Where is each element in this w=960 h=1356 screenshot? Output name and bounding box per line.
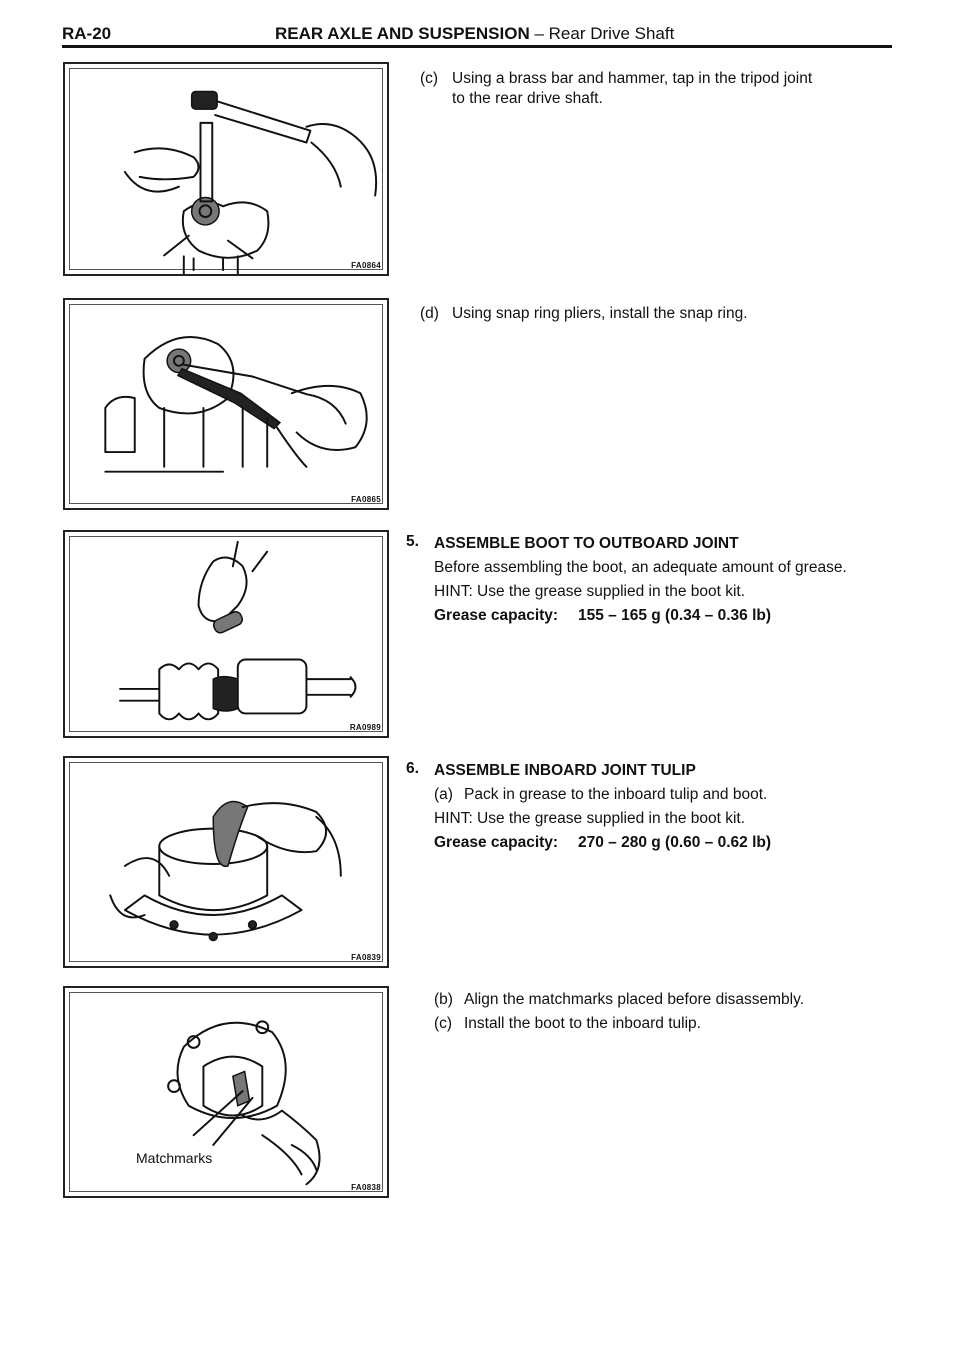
section-title: REAR AXLE AND SUSPENSION (275, 24, 530, 43)
step-d-marker: (d) (420, 305, 439, 322)
step-5-text: Before assembling the boot, an adequate amount of grease. (434, 559, 847, 576)
step-b-marker: (b) (434, 991, 453, 1008)
step-5-hint: HINT: Use the grease supplied in the boot kit. (434, 583, 746, 600)
step-c2-text: Install the boot to the inboard tulip. (464, 1015, 701, 1032)
step-6-number: 6. (406, 760, 419, 777)
figure-snap-ring (63, 298, 389, 510)
step-6a-text: Pack in grease to the inboard tulip and boot. (464, 786, 768, 803)
snap-ring-pliers-illustration (65, 300, 387, 508)
step-d-text: Using snap ring pliers, install the snap ring. (452, 305, 748, 322)
step-5-heading: ASSEMBLE BOOT TO OUTBOARD JOINT (434, 535, 739, 552)
matchmarks-label: Matchmarks (136, 1150, 213, 1166)
header-rule (62, 45, 892, 48)
step-5-capacity-label: Grease capacity: (434, 607, 559, 624)
figure-inboard-tulip (63, 756, 389, 968)
step-6-heading: ASSEMBLE INBOARD JOINT TULIP (434, 762, 696, 779)
boot-grease-illustration (65, 532, 387, 736)
step-c2-marker: (c) (434, 1015, 453, 1032)
step-6-capacity-value: 270 – 280 g (0.60 – 0.62 lb) (578, 834, 772, 851)
step-c1-marker: (c) (420, 70, 439, 87)
page-id: RA-20 (62, 24, 112, 43)
figure-code: FA0839 (351, 953, 381, 962)
step-6-hint: HINT: Use the grease supplied in the boot kit. (434, 810, 746, 827)
title-separator: – (534, 24, 544, 43)
step-b-text: Align the matchmarks placed before disassembly. (464, 991, 805, 1008)
figure-outboard-boot (63, 530, 389, 738)
step-c1-line1: Using a brass bar and hammer, tap in the tripod joint (452, 70, 813, 87)
tulip-grease-illustration (65, 758, 387, 966)
matchmarks-illustration (65, 988, 387, 1196)
page-title (275, 24, 674, 44)
figure-code: FA0864 (351, 261, 381, 270)
step-6a-marker: (a) (434, 786, 453, 803)
hammer-tap-illustration (65, 64, 387, 274)
figure-code: FA0838 (351, 1183, 381, 1192)
figure-code: FA0865 (351, 495, 381, 504)
figure-matchmarks (63, 986, 389, 1198)
page-header (62, 20, 892, 46)
figure-tripod-tap (63, 62, 389, 276)
step-5-capacity-value: 155 – 165 g (0.34 – 0.36 lb) (578, 607, 772, 624)
subsection-title: Rear Drive Shaft (548, 24, 675, 43)
figure-code: RA0989 (349, 723, 381, 732)
step-5-number: 5. (406, 533, 419, 550)
step-c1-line2: to the rear drive shaft. (452, 90, 603, 107)
step-6-capacity-label: Grease capacity: (434, 834, 559, 851)
